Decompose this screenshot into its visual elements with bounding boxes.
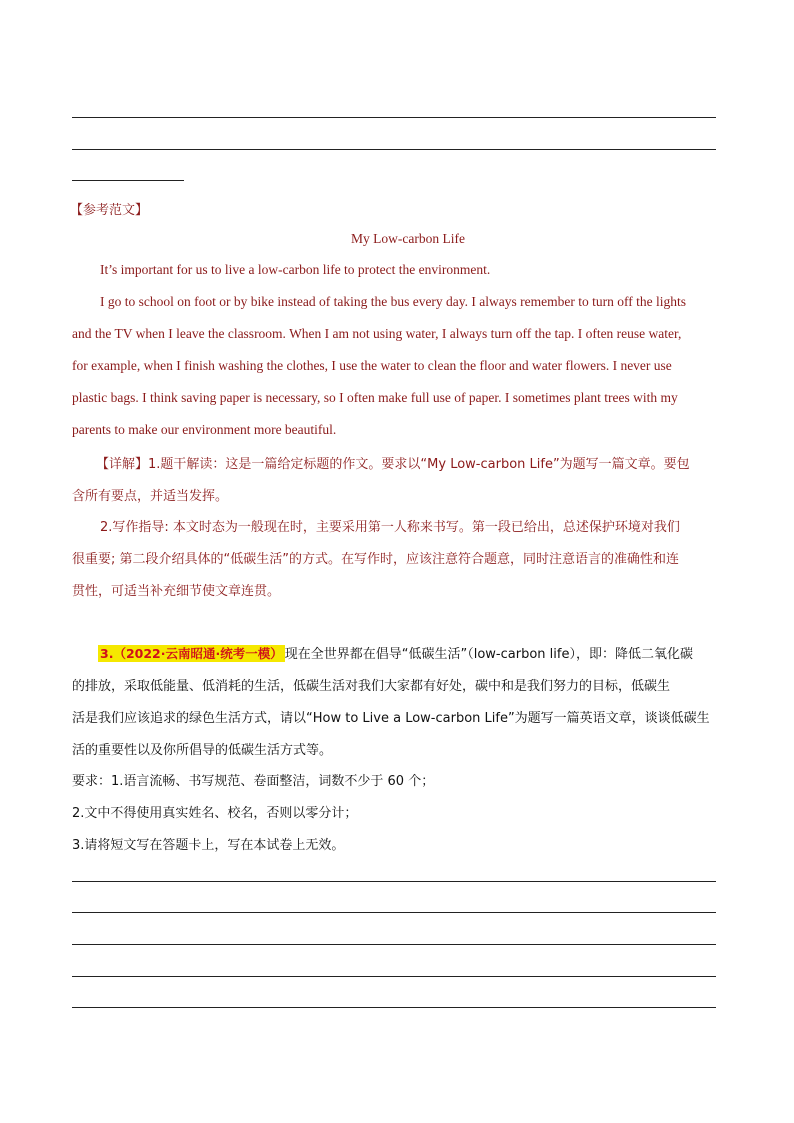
question-source: （2022·云南昭通·统考一模）: [113, 646, 283, 661]
essay-line: and the TV when I leave the classroom. When I am not using water, I always turn off the tap. I often reuse water,: [72, 326, 682, 341]
question-text: 现在全世界都在倡导“低碳生活”（low-carbon life），即：降低二氧化碳: [284, 647, 693, 662]
guide-line: 贯性，可适当补充细节使文章连贯。: [72, 584, 281, 599]
detail-line-1: [96, 453, 690, 472]
writing-line[interactable]: [72, 944, 716, 945]
writing-line[interactable]: [72, 912, 716, 913]
essay-line: plastic bags. I think saving paper is necessary, so I often make full use of paper. I sometimes plant trees with my: [72, 390, 678, 405]
writing-line[interactable]: [72, 881, 716, 882]
essay-paragraph-1: It’s important for us to live a low-carbon life to protect the environment.: [100, 262, 491, 277]
guide-line: 2.写作指导: 本文时态为一般现在时，主要采用第一人称来书写。第一段已给出，总述保护环境对我们: [100, 520, 680, 535]
writing-line[interactable]: [72, 1007, 716, 1008]
answer-line-short: [72, 180, 184, 181]
essay-line: parents to make our environment more beautiful.: [72, 422, 337, 437]
reference-label: 【参考范文】: [70, 203, 149, 218]
question-3-line-1: [98, 643, 693, 662]
question-line: 活是我们应该追求的绿色生活方式，请以“How to Live a Low-carbon Life”为题写一篇英语文章，谈谈低碳生: [72, 711, 710, 726]
requirement-line: 要求：1.语言流畅、书写规范、卷面整洁，词数不少于 60 个；: [72, 774, 435, 789]
answer-line: [72, 149, 716, 150]
guide-line: 很重要; 第二段介绍具体的“低碳生活”的方式。在写作时，应该注意符合题意，同时注意语言的准确性和连: [72, 552, 679, 567]
essay-title: My Low-carbon Life: [351, 231, 465, 246]
requirement-line: 2.文中不得使用真实姓名、校名，否则以零分计；: [72, 806, 358, 821]
requirement-line: 3.请将短文写在答题卡上，写在本试卷上无效。: [72, 838, 345, 853]
detail-line-2: 含所有要点，并适当发挥。: [72, 489, 229, 504]
essay-line: I go to school on foot or by bike instead of taking the bus every day. I always remember to turn off the lights: [100, 294, 686, 309]
writing-line[interactable]: [72, 976, 716, 977]
question-source-badge: [98, 645, 285, 662]
question-number: 3.: [100, 646, 114, 661]
question-line: 的排放，采取低能量、低消耗的生活，低碳生活对我们大家都有好处，碳中和是我们努力的目标，低碳生: [72, 679, 671, 694]
essay-line: for example, when I finish washing the clothes, I use the water to clean the floor and water flowers. I never use: [72, 358, 672, 373]
detail-text: 1.题干解读：这是一篇给定标题的作文。要求以“My Low-carbon Life”为题写一篇文章。要包: [148, 457, 690, 472]
question-line: 活的重要性以及你所倡导的低碳生活方式等。: [72, 743, 333, 758]
answer-line: [72, 117, 716, 118]
detail-label: 【详解】: [96, 457, 149, 472]
